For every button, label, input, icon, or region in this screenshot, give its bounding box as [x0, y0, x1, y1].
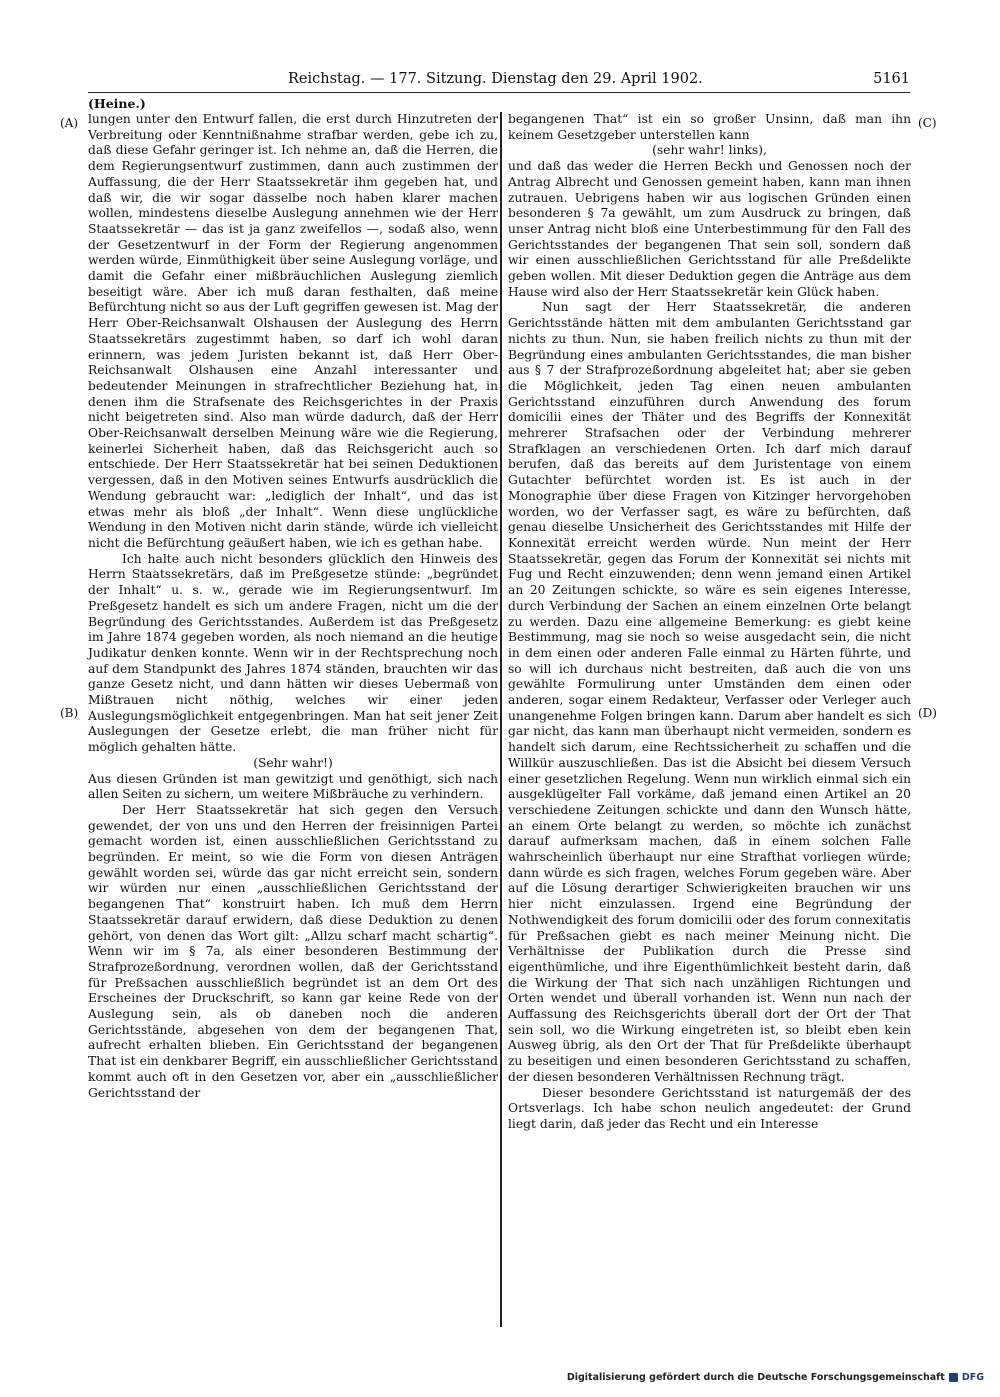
margin-mark-d: (D)	[918, 706, 937, 720]
dfg-logo-icon	[949, 1373, 958, 1382]
paragraph: Dieser besondere Gerichtsstand ist naturgemäß der des Ortsverlags. Ich habe schon neulich angedeutet: der Grund liegt darin, daß jeder das Recht und ein Interesse	[508, 1085, 911, 1131]
column-divider	[500, 112, 502, 1327]
funding-note: Digitalisierung gefördert durch die Deutsche Forschungsgemeinschaft	[566, 1372, 945, 1383]
left-column	[88, 112, 498, 1101]
page-footer	[567, 1372, 984, 1383]
dfg-logo-text: DFG	[961, 1372, 984, 1383]
paragraph: Ich halte auch nicht besonders glücklich den Hinweis des Herrn Staatssekretärs, daß im Preßgesetze stünde: „begründet der Inhalt“ u. s. w., gerade wie im Regierungsentwurf. Im Preßgesetz handelt es sich um andere Fragen, nicht um die der Begründung des Gerichtsstandes. Außerdem ist das Preßgesetz im Jahre 1874 gegeben worden, als noch niemand an die heutige Judikatur denken konnte. Wenn wir in der Rechtsprechung noch auf dem Standpunkt des Jahres 1874 ständen, brauchten wir das ganze Gesetz nicht, und dann hätten wir dieses Uebermaß von Mißtrauen nicht nöthig, welches wir einer jeden Auslegungsmöglichkeit entgegenbringen. Man hat seit jener Zeit Auslegungen der Gesetze erlebt, die man früher nicht für möglich gehalten hätte.	[88, 551, 498, 755]
margin-mark-c: (C)	[918, 116, 937, 130]
interjection: (sehr wahr! links),	[652, 143, 767, 158]
paragraph: begangenen That“ ist ein so großer Unsinn, daß man ihn keinem Gesetzgeber unterstellen kann	[508, 112, 911, 142]
margin-mark-b: (B)	[60, 706, 79, 720]
paragraph: und daß das weder die Herren Beckh und Genossen noch der Antrag Albrecht und Genossen gemeint haben, kann man ihnen zutrauen. Uebrigens haben wir aus logischen Gründen einen besonderen § 7a gewählt, um zum Ausdruck zu bringen, daß unser Antrag nicht bloß eine Unterbestimmung für den Fall des Gerichtsstandes der begangenen That sein soll, sondern daß wir einen ausschließlichen Gerichtsstand für alle Preßdelikte geben wollen. Mit dieser Deduktion gegen die Anträge aus dem Hause wird also der Herr Staatssekretär kein Glück haben.	[508, 159, 911, 299]
page-number: 5161	[873, 71, 910, 87]
paragraph: Nun sagt der Herr Staatssekretär, die anderen Gerichtsstände hätten mit dem ambulanten Gerichtsstand gar nichts zu thun. Nun, sie haben freilich nichts zu thun mit der Begründung eines ambulanten Gerichtsstandes, die man bisher aus § 7 der Strafprozeßordnung abgeleitet hat; aber sie geben die Möglichkeit, jeden Tag einen neuen ambulanten Gerichtsstand einzuführen durch Anwendung des forum domicilii eines der Thäter und des Begriffs der Konnexität mehrerer Strafsachen oder der Verbindung mehrerer Strafklagen an verschiedenen Orten. Ich darf mich darauf berufen, daß das bereits auf dem Juristentage von einem Gutachter befürchtet worden ist. Es ist auch in der Monographie über diese Fragen von Kitzinger hervorgehoben worden, wo der Verfasser sagt, es wäre zu befürchten, daß genau dieselbe Unsicherheit des Gerichtsstandes mit Hilfe der Konnexität erreicht werden würde. Nun meint der Herr Staatssekretär, gegen das Forum der Konnexität sei nichts mit Fug und Recht einzuwenden; denn wenn jemand einen Artikel an 20 Zeitungen schickte, so wäre es sein eigenes Interesse, durch Verbindung der Sachen an einem einzelnen Orte belangt zu werden. Dazu eine allgemeine Bemerkung: es giebt keine Bestimmung, mag sie noch so weise ausgedacht sein, die nicht in dem einen oder anderen Falle einmal zu Härten führte, und so will ich durchaus nicht bestreiten, daß auch die von uns gewählte Formulirung unter Umständen dem einen oder anderen, sogar einem Redakteur, Verfasser oder Verleger auch unangenehme Folgen bringen kann. Darum aber handelt es sich gar nicht, das kann man überhaupt nicht vermeiden, sondern es handelt sich darum, eine Rechtssicherheit zu schaffen und die Willkür auszuschließen. Das ist die Absicht bei diesem Versuch einer gesetzlichen Regelung. Wenn nun wirklich einmal sich ein ausgeklügelter Fall vorkäme, daß jemand einen Artikel an 20 verschiedene Zeitungen schickte und dann den Wunsch hätte, an einem Orte belangt zu werden, so möchte ich zunächst darauf aufmerksam machen, daß in einem solchen Falle wahrscheinlich überhaupt nur eine Strafthat vorliegen würde; dann würde es sich fragen, welches Forum gegeben wäre. Aber auf die Lösung derartiger Schwierigkeiten brauchen wir uns hier nicht einzulassen. Irgend eine Begründung der Nothwendigkeit des forum domicilii oder des forum connexitatis für Preßsachen giebt es nach meiner Meinung nicht. Die Verhältnisse der Publikation durch die Presse sind eigenthümliche, und ihre Eigenthümlichkeit besteht darin, daß die Wirkung der That sich nach unzähligen Richtungen und Orten wendet und überall vorhanden ist. Wenn nun nach der Auffassung des Reichsgerichts überall dort der Ort der That sein soll, wo die Wirkung eingetreten ist, so bleibt eben kein Ausweg übrig, als den Ort der That für Preßdelikte überhaupt zu beseitigen und einen besonderen Gerichtsstand zu schaffen, der diesen besonderen Verhältnissen Rechnung trägt.	[508, 300, 911, 1084]
page-header	[88, 70, 910, 93]
right-column	[508, 112, 911, 1133]
paragraph: lungen unter den Entwurf fallen, die erst durch Hinzutreten der Verbreitung oder Kenntnißnahme strafbar werden, gebe ich zu, daß diese Gefahr geringer ist. Ich nehme an, daß die Herren, die dem Regierungsentwurf zustimmen, dann auch zustimmen der Auffassung, die der Herr Staatssekretär ihm gegeben hat, und daß wir, die wir sogar dasselbe noch haben klarer machen wollen, mindestens dieselbe Auslegung annehmen wie der Herr Staatssekretär — das ist ja ganz zweifellos —, sodaß also, wenn der Gesetzentwurf in der Form der Regierung angenommen werden würde, Einmüthigkeit über seine Auslegung vorläge, und damit die Gefahr einer mißbräuchlichen Auslegung ziemlich beseitigt wäre. Aber ich muß daran festhalten, daß meine Befürchtung nicht so aus der Luft gegriffen gewesen ist. Mag der Herr Ober-Reichsanwalt Olshausen der Auslegung des Herrn Staatssekretärs zugestimmt haben, so darf ich wohl daran erinnern, was jedem Juristen bekannt ist, daß Herr Ober-Reichsanwalt Olshausen eine Anzahl interessanter und bedeutender Meinungen in strafrechtlicher Beziehung hat, in denen ihm die Strafsenate des Reichsgerichtes in der Praxis nicht beigetreten sind. Also man würde dadurch, daß der Herr Ober-Reichsanwalt derselben Meinung wäre wie die Regierung, keinerlei Sicherheit haben, daß das Reichsgericht auch so entschiede. Der Herr Staatssekretär hat bei seinen Deduktionen vergessen, daß in den Motiven seines Entwurfs ausdrücklich die Wendung gebraucht war: „lediglich der Inhalt“, und das ist etwas mehr als bloß „der Inhalt“. Wenn diese unglückliche Wendung in den Motiven nicht darin stände, würde ich vielleicht nicht die Befürchtung geäußert haben, wie ich es gethan habe.	[88, 112, 498, 550]
margin-mark-a: (A)	[60, 116, 79, 130]
running-title: Reichstag. — 177. Sitzung. Dienstag den 29. April 1902.	[288, 71, 703, 87]
paragraph: Aus diesen Gründen ist man gewitzigt und genöthigt, sich nach allen Seiten zu sichern, um weitere Mißbräuche zu verhindern.	[88, 771, 498, 802]
speaker-label: (Heine.)	[88, 96, 146, 111]
interjection: (Sehr wahr!)	[253, 755, 333, 770]
paragraph: Der Herr Staatssekretär hat sich gegen den Versuch gewendet, der von uns und den Herren der freisinnigen Partei gemacht worden ist, einen ausschließlichen Gerichtsstand zu begründen. Er meint, so wie die Form von diesen Anträgen gewählt worden sei, würde das gar nicht erreicht sein, sondern wir würden nur einen „ausschließlichen Gerichtsstand der begangenen That“ konstruirt haben. Ich muß dem Herrn Staatssekretär darauf erwidern, daß diese Deduktion zu denen gehört, von denen das Wort gilt: „Allzu scharf macht schartig“. Wenn wir im § 7a, als einer besonderen Bestimmung der Strafprozeßordnung, verordnen wollen, daß der Gerichtsstand für Preßsachen ausschließlich begründet ist an dem Ort des Erscheines der Druckschrift, so kann gar keine Rede von der Auslegung sein, als ob daneben noch die anderen Gerichtsstände, abgesehen von dem der begangenen That, aufrecht erhalten blieben. Ein Gerichtsstand der begangenen That ist ein denkbarer Begriff, ein ausschließlicher Gerichtsstand kommt auch oft in den Gesetzen vor, aber ein „ausschließlicher Gerichtsstand der	[88, 802, 498, 1100]
